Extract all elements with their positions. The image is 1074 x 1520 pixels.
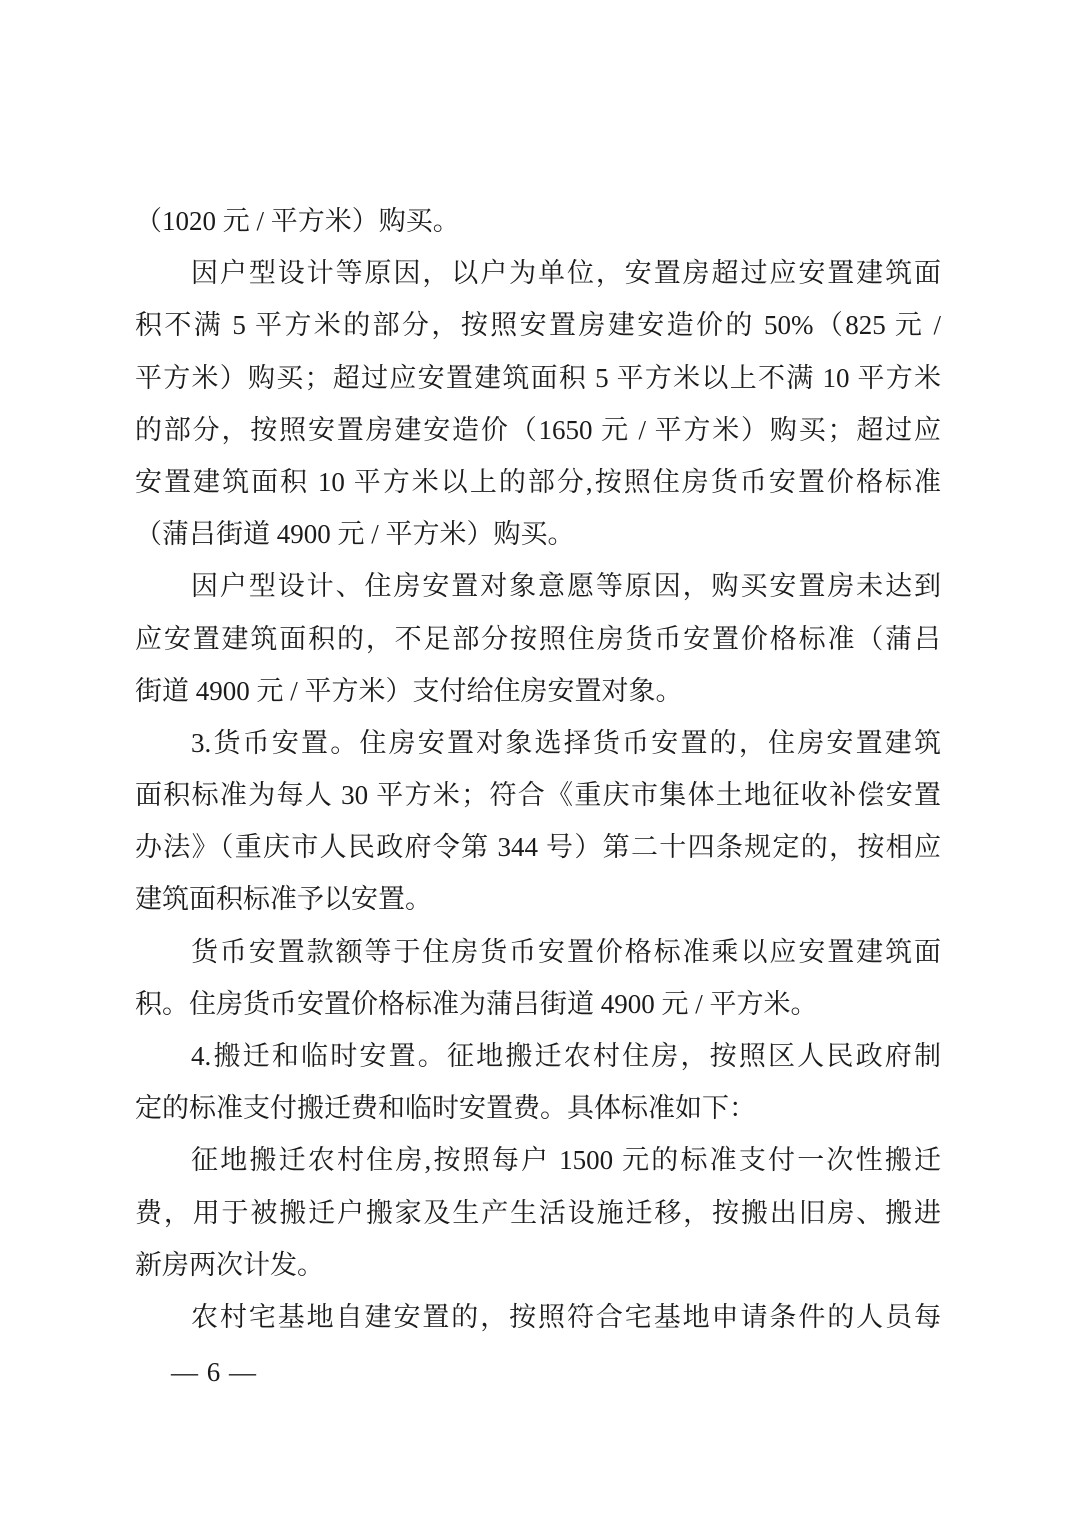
text-line: 新房两次计发。 <box>135 1249 324 1280</box>
text-line: 定的标准支付搬迁费和临时安置费。具体标准如下： <box>135 1093 756 1124</box>
text-line: 因户型设计、住房安置对象意愿等原因，购买安置房未达到 <box>191 571 941 602</box>
text-line: 应安置建筑面积的，不足部分按照住房货币安置价格标准（蒲吕 <box>135 623 941 654</box>
text-line: 平方米）购买；超过应安置建筑面积 5 平方米以上不满 10 平方米 <box>135 362 941 393</box>
text-line: （1020 元 / 平方米）购买。 <box>135 206 460 236</box>
document-body <box>135 195 941 1343</box>
page-footer <box>171 1350 257 1394</box>
text-line: 街道 4900 元 / 平方米）支付给住房安置对象。 <box>135 675 683 706</box>
text-line: 农村宅基地自建安置的，按照符合宅基地申请条件的人员每 <box>191 1301 941 1332</box>
text-line: 办法》（重庆市人民政府令第 344 号）第二十四条规定的，按相应 <box>135 832 941 863</box>
text-line: 3.货币安置。住房安置对象选择货币安置的，住房安置建筑 <box>191 727 941 758</box>
text-line: 安置建筑面积 10 平方米以上的部分,按照住房货币安置价格标准 <box>135 466 941 497</box>
text-line: 征地搬迁农村住房,按照每户 1500 元的标准支付一次性搬迁 <box>191 1145 941 1176</box>
text-line: 货币安置款额等于住房货币安置价格标准乘以应安置建筑面 <box>191 936 941 967</box>
text-line: （蒲吕街道 4900 元 / 平方米）购买。 <box>135 519 575 550</box>
text-line: 4.搬迁和临时安置。征地搬迁农村住房，按照区人民政府制 <box>191 1041 941 1071</box>
text-line: 积。住房货币安置价格标准为蒲吕街道 4900 元 / 平方米。 <box>135 988 818 1019</box>
text-line: 面积标准为每人 30 平方米；符合《重庆市集体土地征收补偿安置 <box>135 780 941 811</box>
page-number: — 6 — <box>171 1357 257 1387</box>
text-line: 费，用于被搬迁户搬家及生产生活设施迁移，按搬出旧房、搬进 <box>135 1197 941 1228</box>
text-line: 因户型设计等原因，以户为单位，安置房超过应安置建筑面 <box>191 258 941 289</box>
text-line: 建筑面积标准予以安置。 <box>135 884 432 915</box>
text-line: 的部分，按照安置房建安造价（1650 元 / 平方米）购买；超过应 <box>135 414 941 445</box>
text-line: 积不满 5 平方米的部分，按照安置房建安造价的 50%（825 元 / <box>135 310 941 341</box>
